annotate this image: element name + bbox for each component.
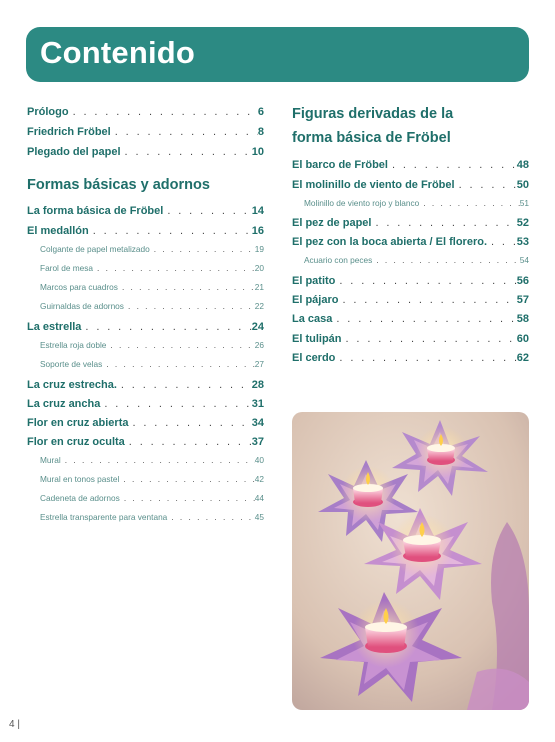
toc-entry-page: 26 [254, 340, 264, 350]
leader-dots [372, 255, 520, 265]
page-title: Contenido [40, 35, 196, 70]
toc-entry[interactable] [292, 217, 529, 229]
toc-entry-label: Flor en cruz abierta [27, 417, 129, 429]
leader-dots [81, 321, 251, 333]
toc-entry-page: 8 [257, 126, 264, 138]
toc-entry-page: 51 [519, 198, 529, 208]
toc-entry-page: 16 [251, 225, 264, 237]
toc-entry[interactable] [292, 313, 529, 325]
toc-subentry[interactable] [40, 455, 264, 465]
toc-entry[interactable] [292, 179, 529, 191]
toc-entry-label: Colgante de papel metalizado [40, 244, 150, 254]
candle-stars-photo [292, 412, 529, 710]
leader-dots [124, 301, 255, 311]
toc-entry-label: Flor en cruz oculta [27, 436, 125, 448]
leader-dots [338, 294, 516, 306]
photo-illustration [292, 412, 529, 710]
toc-entry-page: 21 [254, 282, 264, 292]
toc-entry-label: El medallón [27, 225, 89, 237]
toc-entry-page: 53 [516, 236, 529, 248]
leader-dots [61, 455, 255, 465]
leader-dots [69, 106, 258, 118]
toc-entry-page: 37 [251, 436, 264, 448]
toc-entry-page: 28 [251, 379, 264, 391]
toc-entry-page: 52 [516, 217, 529, 229]
leader-dots [111, 126, 258, 138]
leader-dots [102, 359, 254, 369]
toc-entry-page: 45 [254, 512, 264, 522]
toc-entry-label: Mural en tonos pastel [40, 474, 120, 484]
toc-entry[interactable] [27, 106, 264, 118]
leader-dots [167, 512, 254, 522]
toc-subentry[interactable] [40, 512, 264, 522]
toc-entry-page: 50 [516, 179, 529, 191]
toc-entry[interactable] [292, 236, 529, 248]
toc-entry-label: Friedrich Fröbel [27, 126, 111, 138]
toc-entry-label: Prólogo [27, 106, 69, 118]
toc-entry-label: Guirnaldas de adornos [40, 301, 124, 311]
toc-entry-page: 19 [254, 244, 264, 254]
toc-entry[interactable] [292, 275, 529, 287]
section-heading: Figuras derivadas de la [292, 106, 454, 122]
toc-entry-label: Cadeneta de adornos [40, 493, 120, 503]
leader-dots [487, 236, 517, 248]
toc-entry-label: El pájaro [292, 294, 339, 306]
leader-dots [117, 379, 252, 391]
leader-dots [335, 352, 516, 364]
toc-entry-label: La forma básica de Fröbel [27, 205, 164, 217]
section-heading-line2: forma básica de Fröbel [292, 130, 451, 146]
toc-entry-label: El pez con la boca abierta / El florero. [292, 236, 487, 248]
toc-entry[interactable] [27, 146, 264, 158]
toc-entry-page: 57 [516, 294, 529, 306]
toc-entry-page: 48 [516, 159, 529, 171]
toc-entry-label: Plegado del papel [27, 146, 121, 158]
leader-dots [100, 398, 251, 410]
leader-dots [150, 244, 255, 254]
toc-entry[interactable] [27, 321, 264, 333]
toc-subentry[interactable] [304, 198, 529, 208]
toc-entry-page: 14 [251, 205, 264, 217]
leader-dots [89, 225, 252, 237]
toc-subentry[interactable] [40, 340, 264, 350]
toc-entry-page: 27 [254, 359, 264, 369]
toc-entry[interactable] [27, 398, 264, 410]
toc-entry-label: La estrella [27, 321, 82, 333]
page-number: 4 | [9, 719, 20, 730]
toc-entry-label: La cruz estrecha. [27, 379, 117, 391]
toc-entry-label: Estrella transparente para ventana [40, 512, 168, 522]
toc-entry-page: 62 [516, 352, 529, 364]
leader-dots [119, 474, 254, 484]
toc-entry[interactable] [27, 225, 264, 237]
toc-entry-page: 40 [254, 455, 264, 465]
toc-subentry[interactable] [40, 263, 264, 273]
toc-entry[interactable] [292, 333, 529, 345]
section-heading: Formas básicas y adornos [27, 177, 210, 193]
toc-entry-page: 58 [516, 313, 529, 325]
toc-entry-label: Estrella roja doble [40, 340, 107, 350]
toc-subentry[interactable] [40, 493, 264, 503]
toc-entry[interactable] [292, 352, 529, 364]
toc-entry-label: La casa [292, 313, 333, 325]
toc-entry-label: Farol de mesa [40, 263, 94, 273]
leader-dots [388, 159, 517, 171]
toc-entry[interactable] [27, 379, 264, 391]
leader-dots [371, 217, 516, 229]
toc-entry-page: 44 [254, 493, 264, 503]
leader-dots [106, 340, 254, 350]
toc-entry[interactable] [27, 126, 264, 138]
leader-dots [120, 493, 255, 503]
leader-dots [163, 205, 251, 217]
leader-dots [335, 275, 516, 287]
leader-dots [125, 436, 252, 448]
toc-entry[interactable] [27, 436, 264, 448]
toc-entry-label: Marcos para cuadros [40, 282, 118, 292]
toc-entry[interactable] [292, 294, 529, 306]
toc-entry-page: 54 [519, 255, 529, 265]
toc-entry-label: Mural [40, 455, 61, 465]
leader-dots [128, 417, 251, 429]
toc-entry-label: El barco de Fröbel [292, 159, 388, 171]
toc-entry-label: La cruz ancha [27, 398, 101, 410]
toc-entry[interactable] [292, 159, 529, 171]
toc-entry-page: 20 [254, 263, 264, 273]
toc-subentry[interactable] [304, 255, 529, 265]
toc-subentry[interactable] [40, 359, 264, 369]
leader-dots [342, 333, 517, 345]
toc-entry-label: El tulipán [292, 333, 342, 345]
toc-entry[interactable] [27, 417, 264, 429]
toc-entry-page: 42 [254, 474, 264, 484]
toc-subentry[interactable] [40, 282, 264, 292]
toc-entry-label: Molinillo de viento rojo y blanco [304, 198, 420, 208]
toc-entry[interactable] [27, 205, 264, 217]
toc-entry-page: 31 [251, 398, 264, 410]
leader-dots [93, 263, 255, 273]
toc-subentry[interactable] [40, 301, 264, 311]
toc-entry-page: 56 [516, 275, 529, 287]
contents-banner [26, 27, 529, 82]
leader-dots [455, 179, 517, 191]
toc-entry-label: El cerdo [292, 352, 336, 364]
toc-entry-label: El pez de papel [292, 217, 372, 229]
toc-entry-label: El patito [292, 275, 336, 287]
leader-dots [419, 198, 519, 208]
toc-entry-page: 6 [257, 106, 264, 118]
toc-entry-page: 60 [516, 333, 529, 345]
toc-subentry[interactable] [40, 474, 264, 484]
toc-entry-label: El molinillo de viento de Fröbel [292, 179, 455, 191]
toc-entry-page: 34 [251, 417, 264, 429]
leader-dots [332, 313, 516, 325]
toc-entry-label: Soporte de velas [40, 359, 103, 369]
toc-subentry[interactable] [40, 244, 264, 254]
toc-entry-page: 10 [251, 146, 264, 158]
toc-entry-label: Acuario con peces [304, 255, 373, 265]
toc-entry-page: 24 [251, 321, 264, 333]
leader-dots [121, 146, 252, 158]
toc-entry-page: 22 [254, 301, 264, 311]
leader-dots [118, 282, 255, 292]
